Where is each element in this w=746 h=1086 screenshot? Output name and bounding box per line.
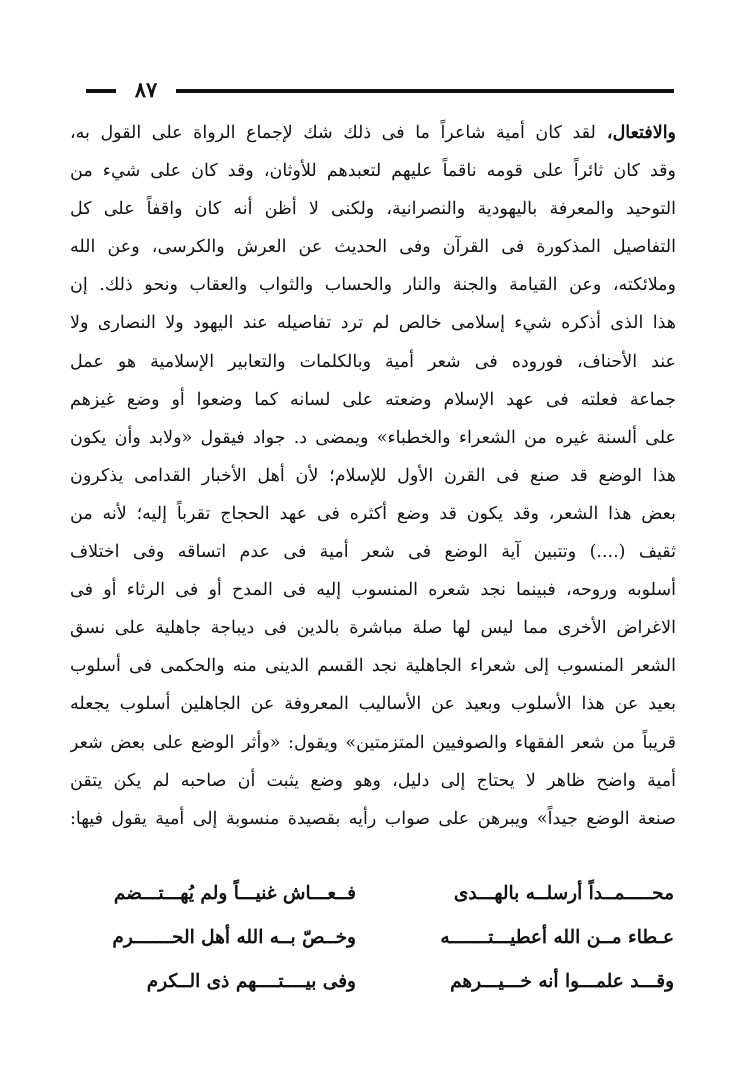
verse-first-half: محـــــمــداً أرسلــه بالهـــدى [453,883,674,904]
verse-second-half: وخــصّ بــه الله أهل الحـــــــرم [112,927,356,948]
text-line: صنعة الوضع جيداً» ويبرهن على صواب رأيه بقصيدة منسوبة إلى أمية يقول فيها: [70,808,676,829]
text-line [70,838,676,876]
text-line: هذا الوضع قد صنع فى القرن الأول للإسلام؛ لأن أهل الأخبار القدامى يذكرون [70,465,676,486]
text-line: بعيد عن هذا الأسلوب وبعيد عن الأساليب المعروفة عن الجاهلين أسلوب يجعله [70,694,676,715]
text-line: التوحيد والمعرفة باليهودية والنصرانية، ولكنى لا أظن أنه كان واقفاً على كل [70,199,676,220]
page-number: ٨٧ [134,77,158,102]
text-line: هذا الذى أذكره شيء إسلامى خالص لم ترد تفاصيله عند اليهود ولا النصارى ولا [70,313,676,334]
verse-first-half: عـطاء مــن الله أعطيـــتـــــــه [440,927,674,948]
text-line: وملائكته، وعن القيامة والجنة والنار والحساب والثواب والعقاب ونحو ذلك. إن [70,275,676,296]
poem [86,872,674,1004]
text-line: والافتعال، لقد كان أمية شاعراً ما فى ذلك شك لإجماع الرواة على القول به، [70,123,676,143]
text-line: جماعة فعلته فى عهد الإسلام وضعته على لسانه كما وضعوا أو وضع غيزهم [70,389,676,410]
verse-second-half: وفى بيــــتــــهم ذى الــكرم [146,971,356,992]
text-line: بعض هذا الشعر، وقد يكون قد وضع أكثره فى عهد الحجاج تقرباً إليه؛ لأنه من [70,503,676,524]
text-line: أمية واضح ظاهر لا يحتاج إلى دليل، وهو وضع يثبت أن صاحبه لم يكن يتقن [70,770,676,791]
poem-verse [86,916,674,960]
header-rule-long [176,89,674,93]
poem-verse [86,960,674,1004]
body-paragraph [70,114,676,876]
text-line: قريباً من شعر الفقهاء والصوفيين المتزمتين» ويقول: «وأثر الوضع على بعض شعر [70,732,676,753]
page-header [86,72,674,108]
verse-second-half: فــعـــاش غنيـــاً ولم يُهـــتـــضم [113,883,356,904]
verse-first-half: وقـــد علمـــوا أنه خـــيـــرهم [450,971,674,992]
bold-term: والافتعال، [595,123,676,143]
text-line: أسلوبه وروحه، فبينما نجد شعره المنسوب إليه فى المدح أو فى الرثاء أو فى [70,580,676,601]
text-line: الاغراض الأخرى مما ليس لها صلة مباشرة بالدين فى ديباجة جاهلية على نسق [70,618,676,639]
text-line: التفاصيل المذكورة فى القرآن وفى الحديث عن العرش والكرسى، وعن الله [70,237,676,258]
poem-verse [86,872,674,916]
header-rule-short [86,89,116,93]
text-line: وقد كان ثائراً على قومه ناقماً عليهم لتعبدهم للأوثان، وقد كان على شيء من [70,161,676,182]
text-line: على ألسنة غيره من الشعراء والخطباء» ويمضى د. جواد فيقول «ولابد وأن يكون [70,427,676,448]
text-line: ثقيف (....) وتتبين آية الوضع فى شعر أمية فى عدم اتساقه وفى اختلاف [70,542,676,563]
text-line: الشعر المنسوب إلى شعراء الجاهلية نجد القسم الدينى منه والحكمى فى أسلوب [70,656,676,677]
text-line: عند الأحناف، فوروده فى شعر أمية وبالكلمات والتعابير الإسلامية هو عمل [70,351,676,372]
